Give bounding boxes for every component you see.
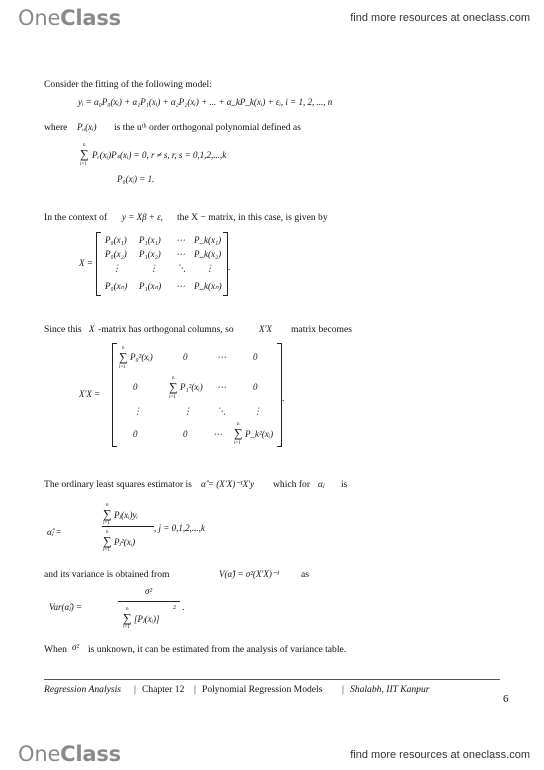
matrix-cell: ⋯ <box>217 382 226 392</box>
variance-denominator: [Pⱼ(xᵢ)] <box>134 614 160 624</box>
matrix-cell: P₀²(xᵢ) <box>130 352 153 362</box>
sum-upper: n <box>106 530 109 535</box>
alpha-numerator: Pⱼ(xᵢ)yᵢ <box>114 510 138 520</box>
fraction-bar <box>102 526 154 527</box>
matrix-cell: ⋱ <box>177 263 186 273</box>
variance-square: 2 <box>173 605 176 611</box>
ols-text-3: is <box>341 479 348 490</box>
matrix-cell: P_k(xₙ) <box>194 281 222 291</box>
summation-symbol: ∑ <box>119 350 128 364</box>
find-resources-link[interactable]: find more resources at oneclass.com <box>350 749 530 761</box>
matrix-cell: 0 <box>253 382 258 392</box>
footer-course: Regression Analysis <box>44 684 122 695</box>
summation-symbol: ∑ <box>234 426 243 440</box>
alpha-denominator: Pⱼ²(xᵢ) <box>114 537 136 547</box>
alpha-index-range: , j = 0,1,2,...,k <box>154 523 205 533</box>
footer-chapter: Chapter 12 <box>142 684 185 695</box>
since-text-3: matrix becomes <box>291 324 353 335</box>
matrix-cell: ⋮ <box>112 263 121 273</box>
where-text: where <box>44 122 68 133</box>
footer-separator: | <box>194 684 196 695</box>
matrix-cell: ⋯ <box>213 429 222 439</box>
matrix-period: . <box>228 262 231 273</box>
ols-equation: α̂ = (X'X)⁻¹X'y <box>201 479 255 489</box>
intro-text: Consider the fitting of the following model: <box>44 79 212 90</box>
page-header <box>0 4 544 34</box>
alpha-estimator-lhs: α̂ⱼ = <box>47 527 62 537</box>
matrix-cell: 0 <box>133 382 138 392</box>
variance-period: . <box>182 602 185 613</box>
x-symbol: X <box>89 324 95 334</box>
x-matrix <box>96 232 231 296</box>
footer-rule <box>44 679 500 680</box>
matrix-cell: P_k(x₁) <box>194 235 222 245</box>
variance-equation: V(α̂) = σ²(X'X)⁻¹ <box>219 569 280 579</box>
xx-matrix <box>112 343 285 447</box>
matrix-cell: 0 <box>183 352 188 362</box>
matrix-cell: P₁(x₂) <box>139 249 161 259</box>
matrix-cell: 0 <box>133 429 138 439</box>
context-text: In the context of <box>44 212 108 223</box>
footer-separator: | <box>134 684 136 695</box>
summation-symbol: ∑ <box>123 611 132 625</box>
oneclass-logo[interactable]: OneClass <box>18 742 121 766</box>
linear-model: y = Xβ + ε, <box>122 212 163 222</box>
since-text-2: -matrix has orthogonal columns, so <box>98 324 234 335</box>
page-number: 6 <box>503 693 509 705</box>
sum-upper: n <box>83 143 86 148</box>
p0-equation: P₀(xᵢ) = 1. <box>117 174 155 184</box>
matrix-cell: P_k²(xᵢ) <box>245 429 274 439</box>
page-footer-bar <box>0 740 544 770</box>
matrix-cell: P₀(xₙ) <box>105 281 128 291</box>
sum-lower: i=1 <box>123 625 130 630</box>
matrix-period: . <box>282 393 285 404</box>
sum-upper: n <box>122 346 125 351</box>
matrix-cell: P₁(x₁) <box>139 235 161 245</box>
sum-upper: n <box>126 607 129 612</box>
matrix-cell: 0 <box>253 352 258 362</box>
variance-numerator: σ² <box>145 586 153 596</box>
sum-lower: i=1 <box>80 162 87 167</box>
since-text: Since this <box>44 324 82 335</box>
matrix-cell: ⋯ <box>176 249 185 259</box>
xx-matrix-label: X'X = <box>79 389 101 399</box>
orthogonality-equation: Pᵣ(xᵢ)Pₛ(xᵢ) = 0, r ≠ s, r, s = 0,1,2,...,k <box>92 150 227 160</box>
matrix-cell: 0 <box>183 429 188 439</box>
fraction-bar <box>118 601 180 602</box>
matrix-cell: ⋮ <box>205 263 214 273</box>
matrix-cell: P₀(x₂) <box>105 249 127 259</box>
matrix-cell: P₁²(xᵢ) <box>180 382 203 392</box>
summation-symbol: ∑ <box>169 380 178 394</box>
matrix-cell: P₁(xₙ) <box>139 281 162 291</box>
summation-symbol: ∑ <box>80 147 89 161</box>
context-text-2: the X − matrix, in this case, is given by <box>177 212 328 223</box>
summation-symbol: ∑ <box>103 534 112 548</box>
oneclass-logo[interactable]: OneClass <box>18 6 121 30</box>
ols-text-2: which for <box>273 479 311 490</box>
footer-separator: | <box>342 684 344 695</box>
variance-lhs: Var(α̂ⱼ) = <box>49 602 83 612</box>
where-definition: is the uᵗʰ order orthogonal polynomial defined as <box>114 122 301 133</box>
matrix-cell: ⋯ <box>217 352 226 362</box>
find-resources-link[interactable]: find more resources at oneclass.com <box>350 12 530 24</box>
when-text-2: is unknown, it can be estimated from the analysis of variance table. <box>88 644 347 655</box>
matrix-cell: ⋯ <box>176 235 185 245</box>
pu-symbol: Pᵤ(xᵢ) <box>77 122 97 132</box>
sum-upper: n <box>106 503 109 508</box>
footer-author: Shalabh, IIT Kanpur <box>350 684 430 695</box>
matrix-cell: ⋮ <box>149 263 158 273</box>
ols-text: The ordinary least squares estimator is <box>44 479 192 490</box>
variance-text: and its variance is obtained from <box>44 569 170 580</box>
matrix-cell: ⋮ <box>253 406 262 416</box>
matrix-cell: ⋱ <box>217 406 226 416</box>
variance-text-2: as <box>301 569 309 580</box>
alpha-j-symbol: αⱼ <box>318 479 325 489</box>
matrix-cell: P₀(x₁) <box>105 235 127 245</box>
matrix-cell: ⋯ <box>176 281 185 291</box>
matrix-cell: P_k(x₂) <box>194 249 222 259</box>
sum-lower: i=1 <box>234 441 241 446</box>
matrix-cell: ⋮ <box>133 406 142 416</box>
x-matrix-label: X = <box>79 258 93 268</box>
sum-lower: i=1 <box>103 521 110 526</box>
sum-lower: i=1 <box>103 548 110 553</box>
sum-lower: i=1 <box>169 395 176 400</box>
xx-symbol: X'X <box>259 324 272 334</box>
footer-title: Polynomial Regression Models <box>202 684 323 695</box>
sum-upper: n <box>237 422 240 427</box>
matrix-cell: ⋮ <box>183 406 192 416</box>
sigma-squared: σ² <box>72 642 80 652</box>
sum-upper: n <box>172 376 175 381</box>
model-equation: yᵢ = α₀P₀(xᵢ) + α₁P₁(xᵢ) + α₂P₂(xᵢ) + ... + α_kP_k(xᵢ) + εᵢ, i = 1, 2, ..., n <box>78 97 333 107</box>
sum-lower: i=1 <box>119 365 126 370</box>
when-text: When <box>44 644 67 655</box>
summation-symbol: ∑ <box>103 507 112 521</box>
